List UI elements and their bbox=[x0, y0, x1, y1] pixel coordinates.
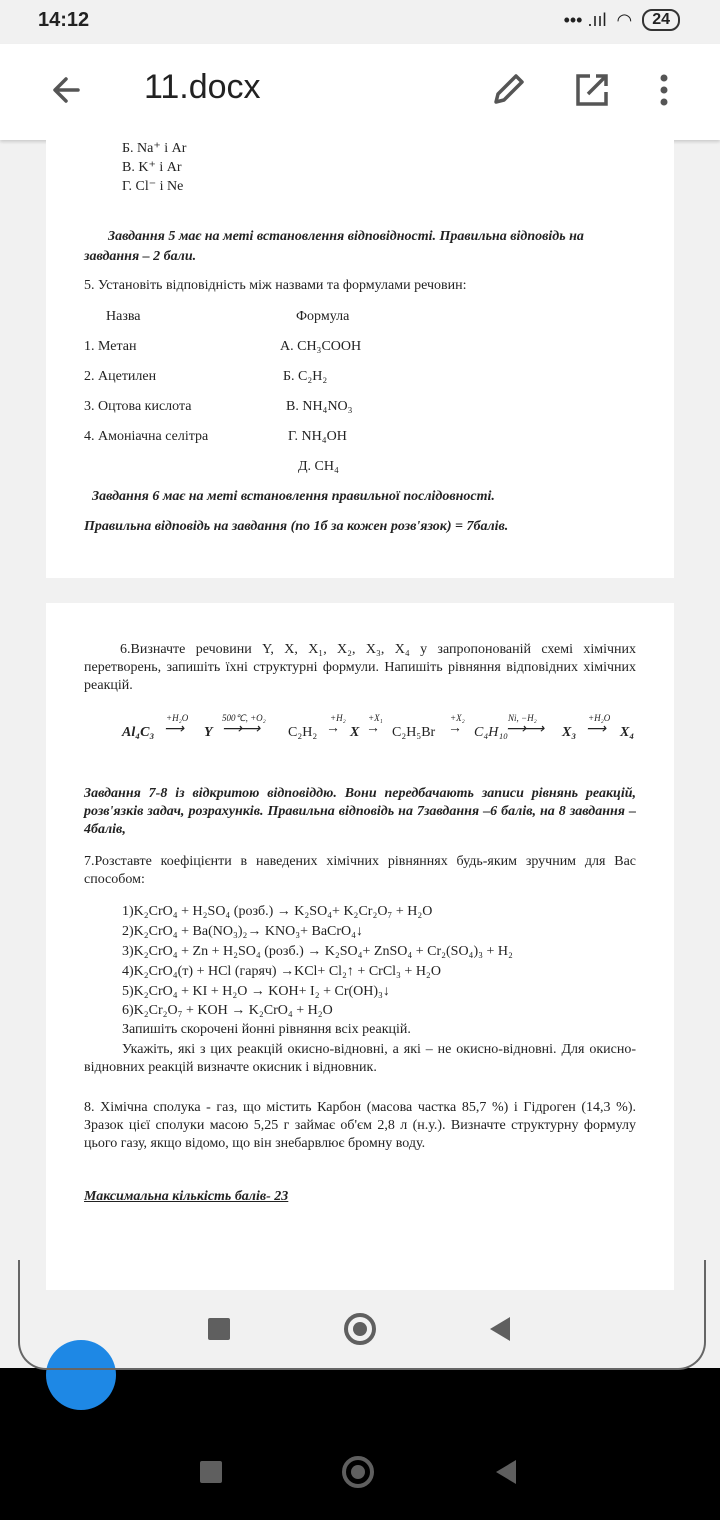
scheme-condition: Ni, −H₂ bbox=[508, 713, 537, 723]
scheme-compound: C₄H₁₀ bbox=[474, 725, 509, 740]
substance-formula: Д. CH₄ bbox=[298, 459, 339, 474]
arrow-icon: → bbox=[448, 721, 462, 736]
battery-icon: 24 bbox=[642, 9, 680, 31]
arrow-icon: → bbox=[326, 721, 340, 736]
arrow-icon: ⟶ bbox=[164, 722, 185, 737]
recents-square-icon[interactable] bbox=[200, 1461, 222, 1483]
answer-line: В. K⁺ і Ar bbox=[122, 160, 182, 175]
max-score: Максимальна кількість балів- 23 bbox=[84, 1189, 289, 1204]
task5-header-line2: завдання – 2 бали. bbox=[84, 249, 197, 264]
scheme-compound: X₄ bbox=[620, 725, 635, 740]
document-title: 11.docx bbox=[144, 68, 261, 106]
arrow-icon: ⟶⟶ bbox=[506, 722, 543, 737]
column-formula-header: Формула bbox=[296, 309, 350, 324]
clock: 14:12 bbox=[38, 9, 90, 31]
substance-formula: В. NH₄NO₃ bbox=[286, 399, 353, 414]
equation: 4)K₂CrO₄(т) + HCl (гаряч) →KCl+ Cl₂↑ + CrCl₃ + H₂O bbox=[122, 964, 441, 979]
equation-instruction: Запишіть скорочені йонні рівняння всіх реакцій. bbox=[122, 1022, 411, 1037]
screen-frame bbox=[18, 1260, 706, 1370]
reaction-scheme bbox=[46, 713, 674, 753]
scheme-compound: X₃ bbox=[562, 725, 577, 740]
scheme-condition: +H₂O bbox=[588, 713, 611, 723]
substance-formula: А. CH₃COOH bbox=[280, 339, 362, 354]
equation: 5)K₂CrO₄ + KI + H₂O → KOH+ I₂ + Cr(OH)₃↓ bbox=[122, 984, 390, 999]
equation: 1)K₂CrO₄ + H₂SO₄ (розб.) → K₂SO₄+ K₂Cr₂O₇ + H₂O bbox=[122, 904, 433, 919]
wifi-icon: ◠ bbox=[616, 9, 633, 30]
scheme-condition: +H₂ bbox=[330, 713, 346, 723]
document-page-2 bbox=[46, 603, 674, 1303]
app-bar bbox=[0, 44, 720, 140]
column-name-header: Назва bbox=[106, 309, 141, 324]
task5-question: 5. Установіть відповідність між назвами та формулами речовин: bbox=[84, 278, 467, 293]
back-arrow-icon[interactable] bbox=[48, 70, 88, 110]
edit-pencil-icon[interactable] bbox=[488, 70, 528, 110]
status-icons bbox=[564, 9, 680, 31]
substance-name: 3. Оцтова кислота bbox=[84, 399, 192, 414]
task6-header: Завдання 6 має на меті встановлення правильної послідовності. bbox=[92, 489, 495, 504]
more-vert-icon[interactable] bbox=[644, 70, 684, 110]
task6-question: 6.Визначте речовини Y, X, X₁, X₂, X₃, X₄ у запропонованій схемі хімічних перетворень, запишіть їхні структурні формули. Напишіть рівняння відповідних хімічних реакцій. bbox=[84, 642, 636, 693]
document-page-1 bbox=[46, 140, 674, 578]
task8-question: 8. Хімічна сполука - газ, що містить Карбон (масова частка 85,7 %) і Гідроген (14,3 %). Зразок цієї сполуки масою 5,25 г займає об'єм 2,8 л (н.у.). Визначте структурну формулу цього газу, якщо відомо, що він знебарвлює бромну воду. bbox=[84, 1100, 636, 1151]
equation: 3)K₂CrO₄ + Zn + H₂SO₄ (розб.) → K₂SO₄+ ZnSO₄ + Cr₂(SO₄)₃ + H₂ bbox=[122, 944, 513, 959]
answer-line: Б. Na⁺ і Ar bbox=[122, 141, 187, 156]
equation: 2)K₂CrO₄ + Ba(NO₃)₂→ KNO₃+ BaCrO₄↓ bbox=[122, 924, 364, 939]
arrow-icon: ⟶ bbox=[586, 722, 607, 737]
arrow-icon: → bbox=[366, 721, 380, 736]
substance-name: 2. Ацетилен bbox=[84, 369, 157, 384]
scheme-compound: C₂H₂ bbox=[288, 725, 318, 740]
home-circle-icon[interactable] bbox=[342, 1456, 374, 1488]
scheme-condition: +X₁ bbox=[368, 713, 383, 723]
signal-icon: ••• .ııl bbox=[563, 9, 607, 30]
scheme-compound: C₂H₅Br bbox=[392, 725, 436, 740]
open-external-icon[interactable] bbox=[572, 70, 612, 110]
substance-name: 4. Амоніачна селітра bbox=[84, 429, 209, 444]
scheme-compound: X bbox=[350, 725, 360, 740]
scheme-compound: Y bbox=[204, 725, 213, 740]
task7-extra: Укажіть, які з цих реакцій окисно-відновні, а які – не окисно-відновні. Для окисно-відновних реакцій визначте окисник і відновник. bbox=[84, 1042, 636, 1075]
status-bar bbox=[0, 0, 720, 44]
scheme-condition: +H₂O bbox=[166, 713, 189, 723]
scheme-condition: 500℃, +O₂ bbox=[222, 713, 266, 723]
scheme-condition: +X₂ bbox=[450, 713, 465, 723]
answer-line: Г. Cl⁻ і Ne bbox=[122, 179, 184, 194]
substance-formula: Г. NH₄OH bbox=[288, 429, 347, 444]
scheme-compound: Al₄C₃ bbox=[122, 725, 155, 740]
task5-header: Завдання 5 має на меті встановлення відповідності. Правильна відповідь на bbox=[108, 229, 584, 244]
substance-name: 1. Метан bbox=[84, 339, 137, 354]
task6-header-line2: Правильна відповідь на завдання (по 1б за кожен розв'язок) = 7балів. bbox=[84, 519, 509, 534]
arrow-icon: ⟶⟶ bbox=[222, 722, 259, 737]
task7-question: 7.Розставте коефіцієнти в наведених хімічних рівняннях будь-яким зручним для Вас способом: bbox=[84, 854, 636, 887]
equation: 6)K₂Cr₂O₇ + KOH → K₂CrO₄ + H₂O bbox=[122, 1003, 333, 1018]
task78-header: Завдання 7-8 із відкритою відповіддю. Вони передбачають записи рівнянь реакцій, розв'язків задач, розрахунків. Правильна відповідь на 7завдання –6 балів, на 8 завдання –4балів, bbox=[84, 786, 636, 837]
system-navigation-bar bbox=[0, 1430, 720, 1520]
substance-formula: Б. C₂H₂ bbox=[283, 369, 328, 384]
back-triangle-icon[interactable] bbox=[496, 1460, 516, 1484]
